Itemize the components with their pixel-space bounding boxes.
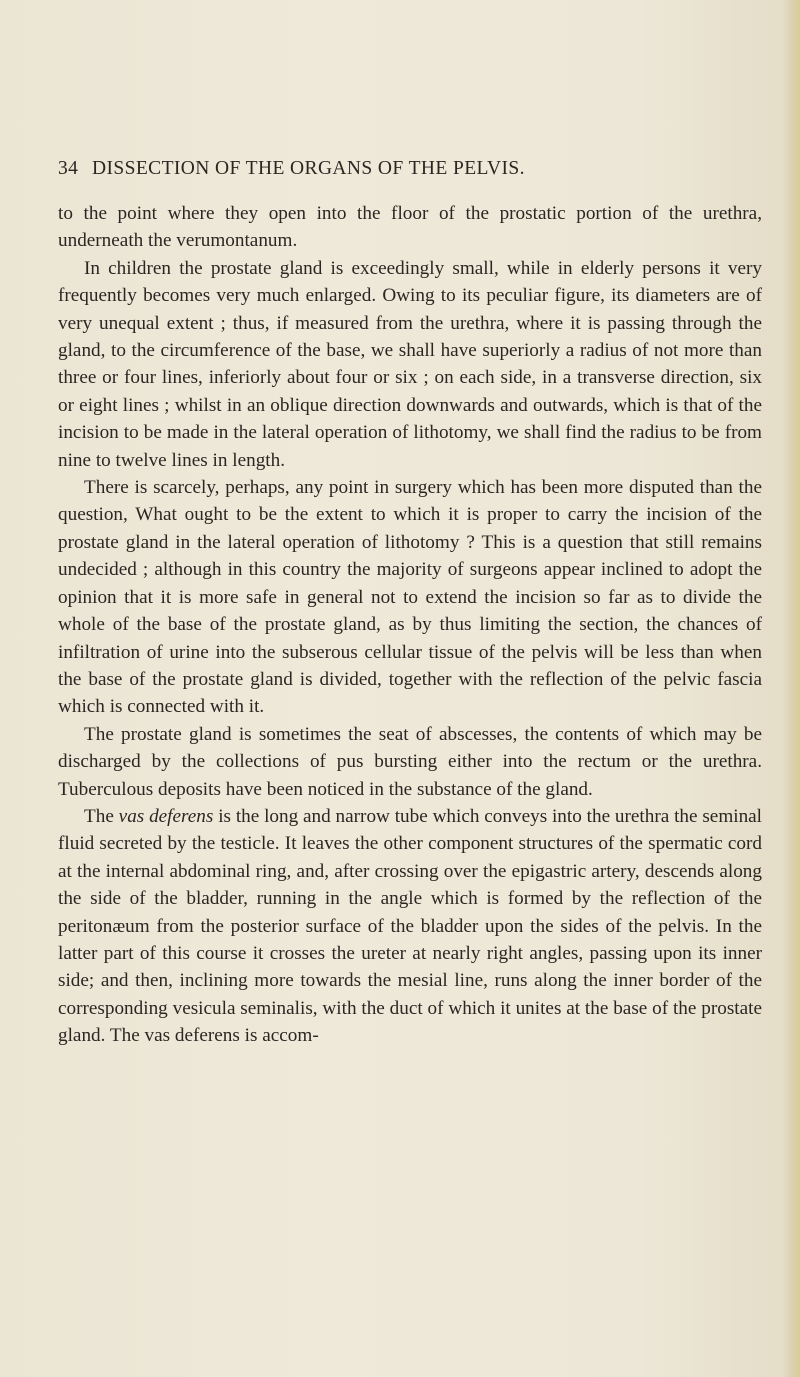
running-header bbox=[58, 158, 758, 180]
paragraph-prostate-size: In children the prostate gland is exceedingly small, while in elderly persons it very frequently becomes very much enlarged. Owing to its peculiar figure, its diameters are of very unequal extent ; thus, if measured from the urethra, where it is passing through the gland, to the circumference of the base, we shall have superiorly a radius of not more than three or four lines, inferiorly about four or six ; on each side, in a transverse direction, six or eight lines ; whilst in an oblique direction downwards and outwards, which is that of the incision to be made in the lateral operation of lithotomy, we shall find the radius to be from nine to twelve lines in length. bbox=[58, 257, 762, 471]
vas-deferens-term: vas deferens bbox=[118, 805, 214, 827]
paragraph-lithotomy-question: There is scarcely, perhaps, any point in surgery which has been more disputed than the question, What ought to be the extent to which it is proper to carry the incision of the prostate gland in the lateral operation of lithotomy ? This is a question that still remains undecided ; although in this country the majority of surgeons appear inclined to adopt the opinion that it is more safe in general not to extend the incision so far as to divide the whole of the base of the prostate gland, as by thus limiting the section, the chances of infiltration of urine into the subserous cellular tissue of the pelvis will be less than when the base of the prostate gland is divided, together with the reflection of the pelvic fascia which is connected with it. bbox=[58, 477, 762, 718]
paragraph-vas-deferens bbox=[58, 803, 762, 1050]
body-text bbox=[58, 200, 762, 1050]
page-number: 34 bbox=[58, 158, 79, 179]
page-edge bbox=[782, 0, 800, 1377]
running-title: DISSECTION OF THE ORGANS OF THE PELVIS. bbox=[92, 158, 525, 179]
paragraph-abscesses: The prostate gland is sometimes the seat of abscesses, the contents of which may be discharged by the collections of pus bursting either into the rectum or the urethra. Tuberculous deposits have been noticed in the substance of the gland. bbox=[58, 723, 762, 800]
paragraph-continuation: to the point where they open into the floor of the prostatic portion of the urethra, underneath the verumontanum. bbox=[58, 203, 762, 252]
vas-deferens-text: is the long and narrow tube which conveys into the urethra the seminal fluid secreted by the testicle. It leaves the other component structures of the spermatic cord at the internal abdominal ring, and, after crossing over the epigastric artery, descends along the side of the bladder, running in the angle which is formed by the reflection of the peritonæum from the posterior surface of the bladder upon the sides of the pelvis. In the latter part of this course it crosses the ureter at nearly right angles, passing upon its inner side; and then, inclining more towards the mesial line, runs along the inner border of the corresponding vesicula seminalis, with the duct of which it unites at the base of the prostate gland. The vas deferens is accom- bbox=[58, 805, 763, 1047]
vas-deferens-lead: The bbox=[84, 805, 114, 827]
